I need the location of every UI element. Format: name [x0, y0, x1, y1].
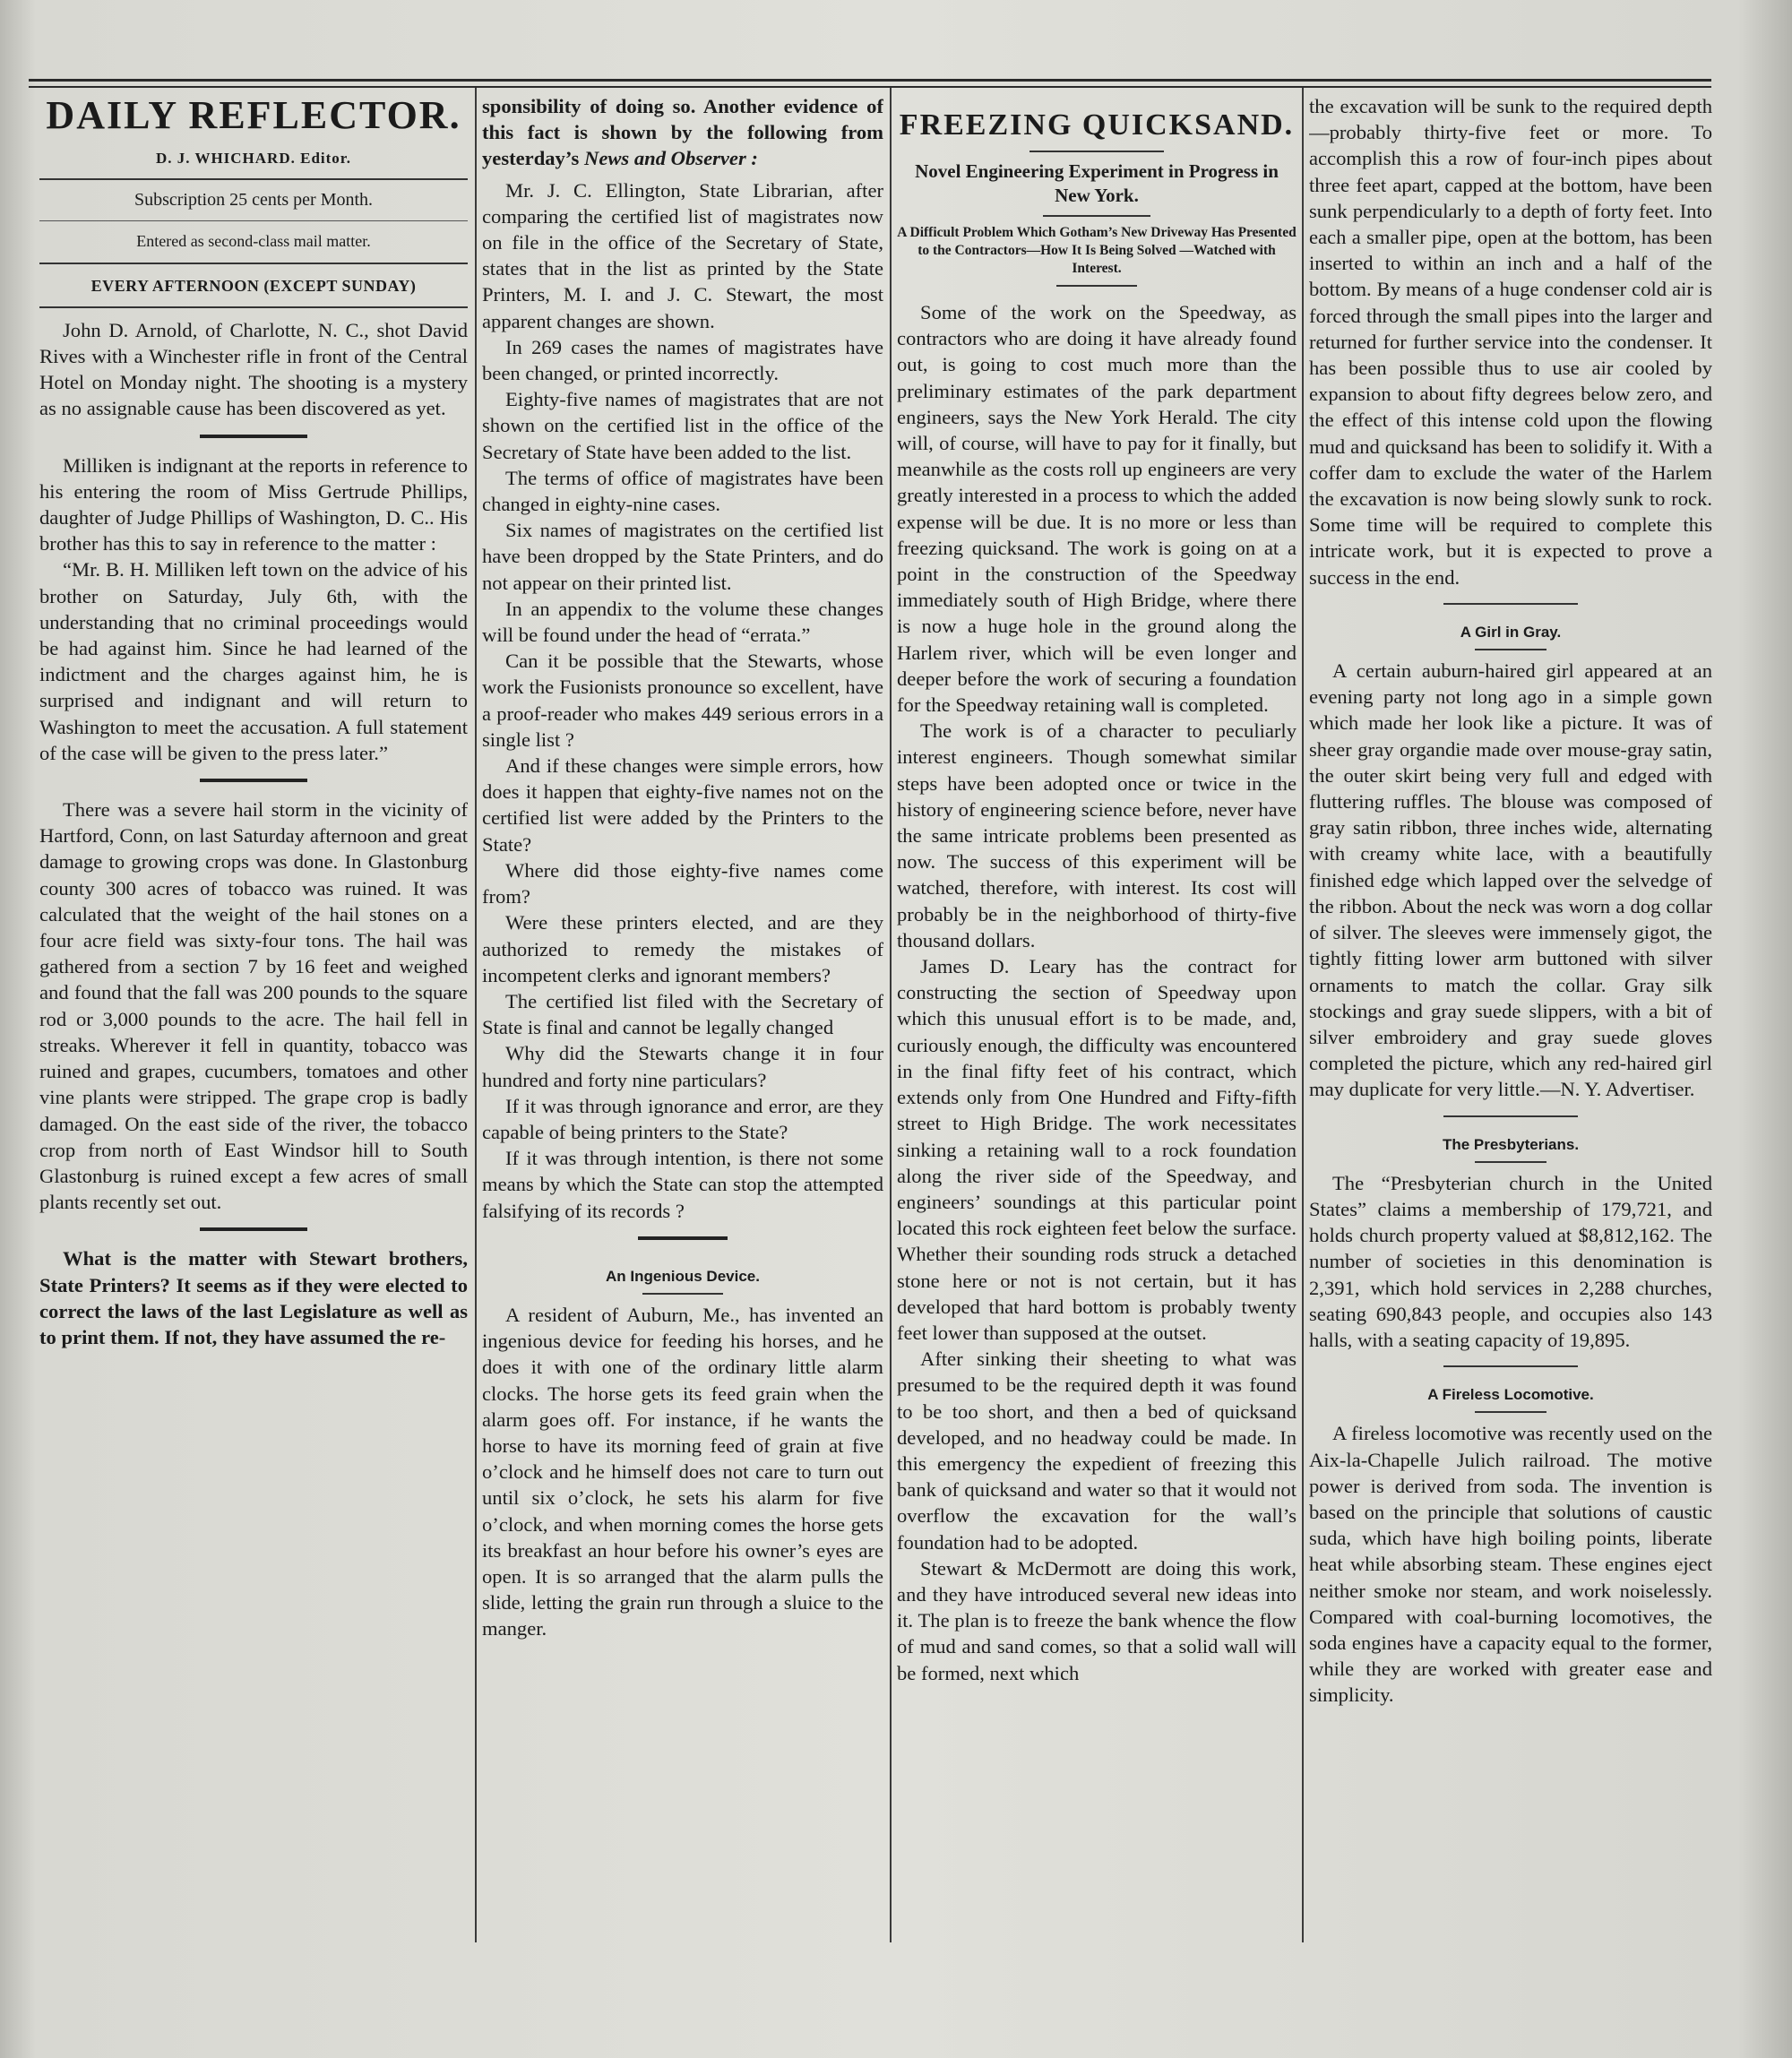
top-rule: [29, 79, 1711, 82]
column-1: [39, 93, 468, 1939]
separator-rule: [1475, 1411, 1546, 1413]
fireless-locomotive-article: A fireless locomotive was recently used on the Aix-la-Chapelle Julich railroad. The motive power is derived from soda. The invention is based on the principle that solutions of caustic suda, which have high boiling points, liberate heat while absorbing steam. These engines eject neither smoke nor steam, and work noiselessly. Compared with coal-burning locomotives, the soda engines have a capacity equal to the former, while they are worked with greater ease and simplicity.: [1309, 1422, 1712, 1707]
separator-rule: [200, 435, 307, 438]
column-4: [1309, 93, 1712, 1939]
top-rule-thin: [29, 86, 1711, 88]
device-heading: An Ingenious Device.: [606, 1267, 760, 1285]
article-printers-continued: [482, 93, 883, 172]
separator-rule: [200, 1227, 307, 1231]
device-article: A resident of Auburn, Me., has invented an ingenious device for feeding his horses, and he does it with one of the ordinary little alarm clocks. The horse gets its feed grain when the alarm goes off. For instance, if he wants the horse to have its morning feed of grain at five o’clock and he himself does not care to turn out until six o’clock, he sets his alarm for five o’clock, and when morning comes the horse gets its breakfast an hour before his owner’s eyes are open. It is so arranged that the alarm pulls the slide, letting the grain run through a sluice to the manger.: [482, 1303, 883, 1640]
fireless-locomotive-heading: A Fireless Locomotive.: [1427, 1386, 1594, 1404]
printers-para-5: Six names of magistrates on the certified list have been dropped by the State Printers, and do not appear on their printed list.: [482, 519, 883, 594]
printers-para-12: Why did the Stewarts change it in four hundred and forty nine particulars?: [482, 1042, 883, 1091]
printers-para-9: Where did those eighty-five names come from?: [482, 858, 883, 908]
article-arnold: John D. Arnold, of Charlotte, N. C., shot David Rives with a Winchester rifle in front of the Central Hotel on Monday night. The shooting is a mystery as no assignable cause has been discovered as yet.: [39, 318, 468, 420]
printers-para-8: And if these changes were simple errors, how does it happen that eighty-five names not on the certified list were added by the Printers to the State?: [482, 754, 883, 856]
separator-rule: [1043, 215, 1150, 217]
column-2: [482, 93, 883, 1939]
quicksand-continued: the excavation will be sunk to the required depth—probably thirty-five feet or more. To accomplish this a row of four-inch pipes about three feet apart, capped at the bottom, have been sunk perpendicularly to a depth of forty feet. Into each a smaller pipe, open at the bottom, has been inserted to within an inch and a half of the bottom. By means of a huge condenser cold air is forced through the small pipes into the larger and returned for further service into the condenser. It has been possible thus to use air cooled by expansion to about fifty degrees below zero, and the effect of this intense cold upon the flowing mud and quicksand has been to solidify it. With a coffer dam to exclude the water of the Harlem the excavation is now being slowly sunk to rock. Some time will be required to complete this intricate work, but it is expected to prove a success in the end.: [1309, 95, 1712, 589]
quicksand-para-1: Some of the work on the Speedway, as contractors who are doing it have already found out, is going to cost much more than the preliminary estimates of the park department engineers, says the New York Herald. The city will, of course, will have to pay for it finally, but meanwhile as the costs roll up engineers are very greatly interested in a process to which the added expense will be due. It is no more or less than freezing quicksand. The work is going on at a point in the construction of the Speedway immediately south of High Bridge, where there is now a huge hole in the ground along the Harlem river, which will be even longer and deeper before the work of securing a foundation for the Speedway retaining wall is completed.: [897, 301, 1297, 717]
article-hail-storm: There was a severe hail storm in the vicinity of Hartford, Conn, on last Saturday afternoon and great damage to growing crops was done. In Glastonburg county 300 acres of tobacco was ruined. It was calculated that the weight of the hail stones on a four acre field was sixty-four tons. The hail was gathered from a section 7 by 16 feet and weighed and found that the fall was 200 pounds to the square rod or 3,000 pounds to the acre. The hail fell in streaks. Wherever it fell in quantity, tobacco was ruined and grapes, cucumbers, tomatoes and other vine plants were stripped. The grape crop is badly damaged. On the east side of the river, the tobacco crop from north of East Windsor hill to South Glastonburg is ruined except a few acres of small plants recently set out.: [39, 798, 468, 1214]
quicksand-deck: A Difficult Problem Which Gotham’s New Driveway Has Presented to the Contractors—How It Is Being Solved —Watched with Interest.: [897, 225, 1297, 276]
article-stewart-printers: What is the matter with Stewart brothers, State Printers? It seems as if they were elected to correct the laws of the last Legislature as well as to print them. If not, they have assumed the re-: [39, 1247, 468, 1348]
separator-rule: [1443, 1115, 1578, 1117]
separator-rule: [638, 1236, 728, 1240]
printers-para-1: Mr. J. C. Ellington, State Librarian, after comparing the certified list of magistrates now on file in the office of the Secretary of State, states that in the list as printed by the State Printers, M. I. and J. C. Stewart, the most apparent changes are shown.: [482, 178, 883, 332]
quicksand-subhead: Novel Engineering Experiment in Progress in New York.: [915, 160, 1279, 206]
subscription-line: Subscription 25 cents per Month.: [39, 178, 468, 221]
column-divider-2: [890, 88, 892, 1942]
column-divider-1: [475, 88, 477, 1942]
column-3: [897, 93, 1297, 1939]
separator-rule: [1475, 1161, 1546, 1163]
girl-in-gray-heading: A Girl in Gray.: [1460, 623, 1562, 641]
separator-rule: [1443, 603, 1578, 605]
printers-para-2: In 269 cases the names of magistrates have been changed, or printed incorrectly.: [482, 335, 883, 385]
separator-rule: [1030, 151, 1164, 152]
quicksand-para-4: After sinking their sheeting to what was presumed to be the required depth it was found to be too short, and then a bed of quicksand developed, and no headway could be made. In this emergency the expedient of freezing this bank of quicksand and water so that it would not overflow the excavation for the wall’s foundation had to be adopted.: [897, 1348, 1297, 1554]
separator-rule: [200, 779, 307, 782]
news-and-observer: News and Observer :: [584, 147, 758, 170]
printers-para-7: Can it be possible that the Stewarts, whose work the Fusionists pronounce so excellent, have a proof-reader who makes 449 serious errors in a single list ?: [482, 650, 883, 751]
presbyterians-article: The “Presbyterian church in the United States” claims a membership of 179,721, and holds church property valued at $8,812,162. The number of societies in this denomination is 2,391, which hold services in 2,288 churches, seating 690,843 people, and occupies also 143 halls, with a seating capacity of 19,895.: [1309, 1171, 1712, 1351]
printers-para-13: If it was through ignorance and error, are they capable of being printers to the State?: [482, 1094, 883, 1143]
separator-rule: [1056, 285, 1137, 287]
masthead: DAILY REFLECTOR.: [46, 93, 461, 137]
separator-rule: [642, 1293, 723, 1295]
printers-continued-text: sponsibility of doing so. Another evidence of this fact is shown by the following from yesterday’s: [482, 95, 883, 170]
printers-para-11: The certified list filed with the Secretary of State is final and cannot be legally changed: [482, 989, 883, 1039]
printers-para-4: The terms of office of magistrates have been changed in eighty-nine cases.: [482, 466, 883, 516]
girl-in-gray-article: A certain auburn-haired girl appeared at an evening party not long ago in a simple gown which made her look like a picture. It was of sheer gray organdie made over mouse-gray satin, the outer skirt being very full and edged with fluttering ruffles. The blouse was composed of gray satin ribbon, three inches wide, alternating with creamy white lace, with a beautifully finished edge which lapped over the selvedge of the ribbon. About the neck was worn a dog collar of silver. The sleeves were immensely gigot, the tightly fitting lower arm buttoned with silver ornaments to match the collar. Gray silk stockings and gray suede slippers, with a bit of silver embroidery and gray suede gloves completed the picture, which any red-haired girl may duplicate for very little.—N. Y. Advertiser.: [1309, 659, 1712, 1101]
entered-line: Entered as second-class mail matter.: [39, 221, 468, 263]
quicksand-para-3: James D. Leary has the contract for constructing the section of Speedway upon which this unusual effort is to be made, and, curiously enough, the difficulty was encountered in the final fifty feet of his contract, which extends only from One Hundred and Fifty-fifth street to High Bridge. The work necessitates sinking a retaining wall to a rock foundation along the river side of the Speedway, and engineers’ soundings at this particular point located this rock eighteen feet below the surface. Whether their sounding rods struck a detached stone here or not is not certain, but it has developed that hard bottom is probably twenty feet lower than supposed at the outset.: [897, 955, 1297, 1344]
printers-para-10: Were these printers elected, and are they authorized to remedy the mistakes of incompetent clerks and ignorant members?: [482, 911, 883, 986]
quicksand-para-5: Stewart & McDermott are doing this work, and they have introduced several new ideas into it. The plan is to freeze the bank whence the flow of mud and sand comes, so that a solid wall will be formed, next which: [897, 1556, 1297, 1684]
column-divider-3: [1302, 88, 1304, 1942]
quicksand-headline: FREEZING QUICKSAND.: [899, 108, 1295, 142]
schedule-line: EVERY AFTERNOON (EXCEPT SUNDAY): [39, 264, 468, 308]
presbyterians-heading: The Presbyterians.: [1442, 1135, 1580, 1153]
quicksand-para-2: The work is of a character to peculiarly interest engineers. Though somewhat similar steps have been adopted once or twice in the history of engineering science before, never have the same intricate problems been presented as now. The success of this experiment will be watched, therefore, with interest. Its cost will probably be in the neighborhood of thirty-five thousand dollars.: [897, 719, 1297, 952]
article-milliken-quote: “Mr. B. H. Milliken left town on the advice of his brother on Saturday, July 6th, with the understanding that no criminal proceedings would be had against him. Since he had learned of the indictment and the charges against him, he is surprised and indignant and will return to Washington to meet the accusation. A full statement of the case will be given to the press later.”: [39, 558, 468, 764]
printers-para-3: Eighty-five names of magistrates that are not shown on the certified list in the office of the Secretary of State have been added to the list.: [482, 388, 883, 463]
printers-para-14: If it was through intention, is there not some means by which the State can stop the attempted falsifying of its records ?: [482, 1147, 883, 1222]
printers-para-6: In an appendix to the volume these changes will be found under the head of “errata.”: [482, 597, 883, 647]
editor-line: D. J. WHICHARD. Editor.: [155, 150, 352, 167]
separator-rule: [1475, 649, 1546, 650]
separator-rule: [1443, 1365, 1578, 1367]
article-milliken: Milliken is indignant at the reports in reference to his entering the room of Miss Gertrude Phillips, daughter of Judge Phillips of Washington, D. C.. His brother has this to say in reference to the matter :: [39, 453, 468, 555]
